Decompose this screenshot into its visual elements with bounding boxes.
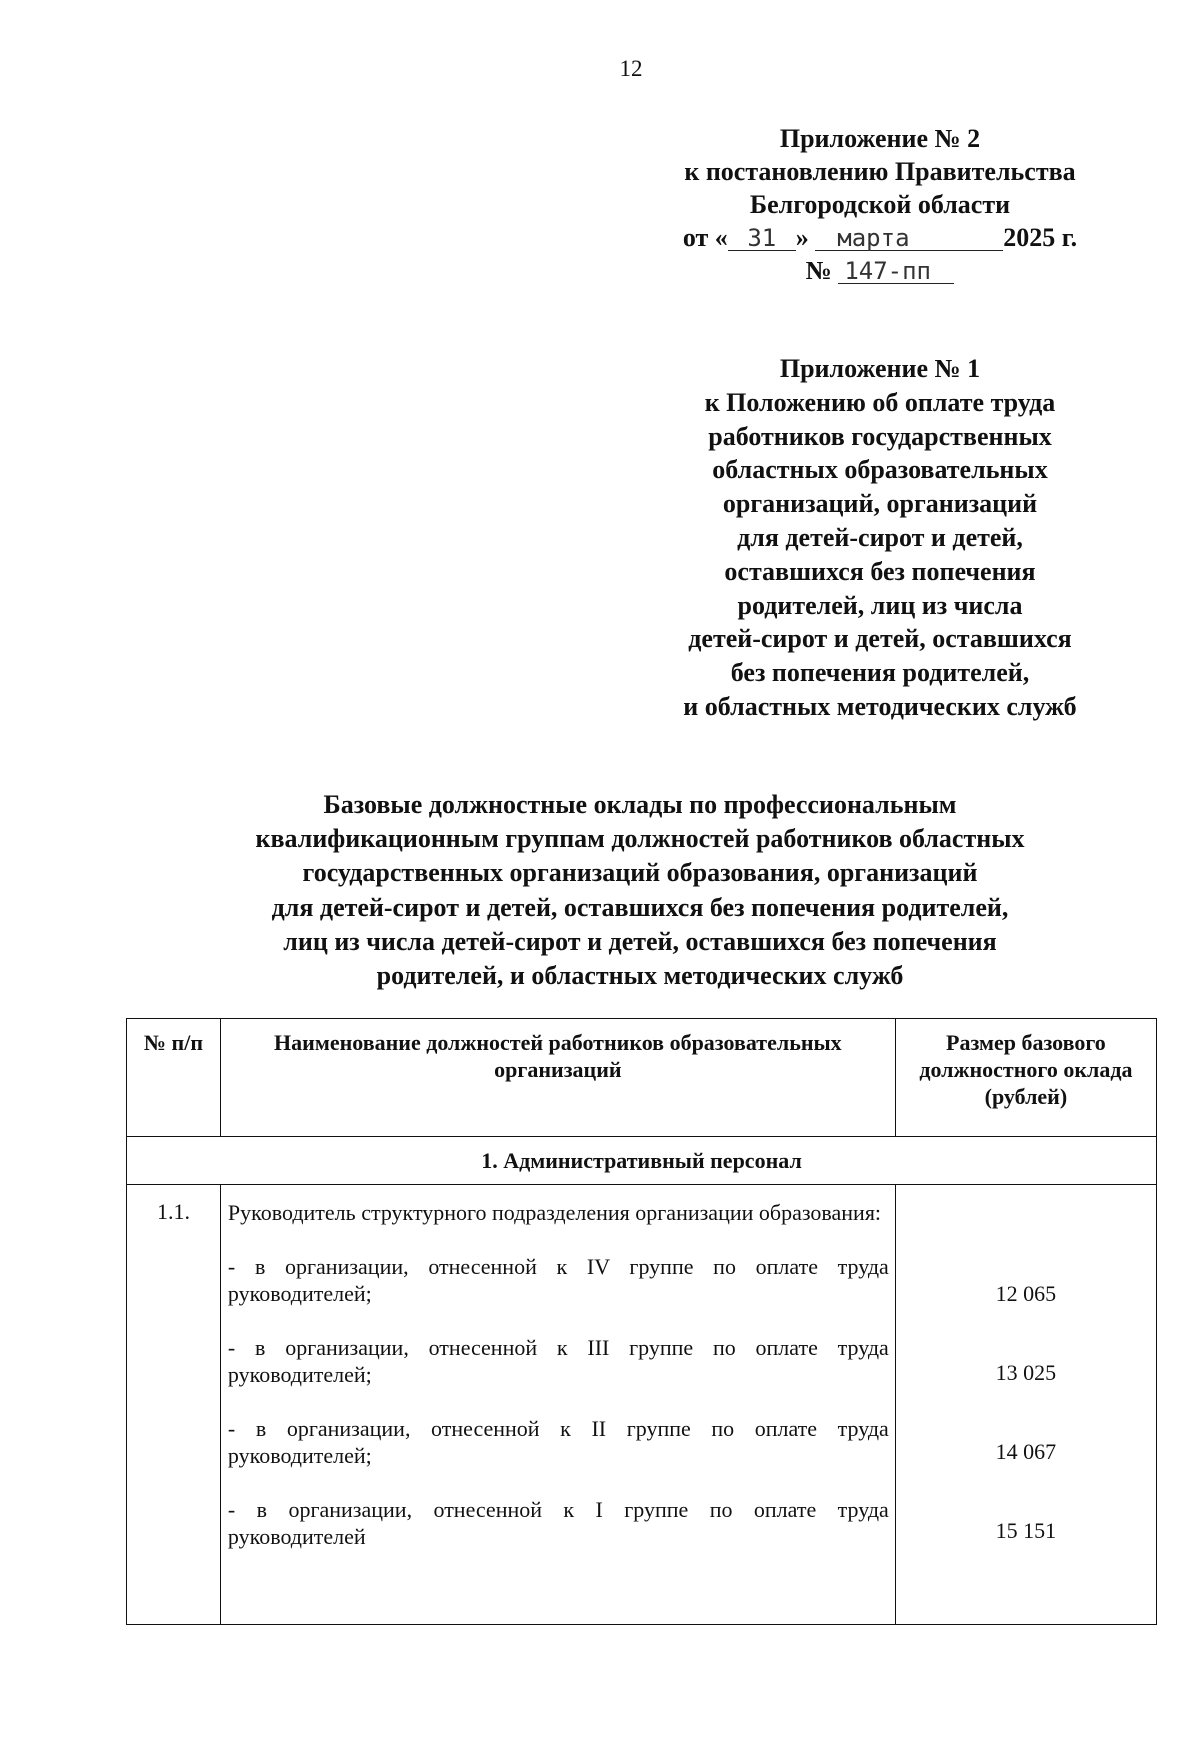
document-title-line: лиц из числа детей-сирот и детей, оставшихся без попечения — [283, 926, 997, 956]
appendix-2-number-line — [650, 254, 1110, 287]
section-title: 1. Административный персонал — [127, 1137, 1157, 1185]
date-mid: » — [795, 223, 809, 252]
date-prefix: от « — [682, 223, 728, 252]
position-item: - в организации, отнесенной к III группе по оплате труда руководителей; — [227, 1335, 889, 1387]
salary-amount: 14 067 — [995, 1439, 1057, 1464]
appendix-1-block — [640, 352, 1120, 724]
position-item: - в организации, отнесенной к IV группе по оплате труда руководителей; — [227, 1254, 889, 1306]
date-month: марта — [815, 226, 1003, 251]
appendix-1-line: к Положению об оплате труда — [704, 387, 1056, 417]
appendix-1-line: работников государственных — [708, 421, 1052, 451]
header-position-name: Наименование должностей работников образовательных организаций — [220, 1019, 895, 1137]
table-header-row — [127, 1019, 1157, 1137]
section-row — [127, 1137, 1157, 1185]
appendix-1-line: оставшихся без попечения — [724, 556, 1036, 586]
resolution-number: 147-пп — [838, 259, 954, 284]
header-salary-size: Размер базового должностного оклада (рублей) — [895, 1019, 1156, 1137]
header-number: № п/п — [127, 1019, 221, 1137]
appendix-1-line: для детей-сирот и детей, — [737, 522, 1023, 552]
appendix-1-line: и областных методических служб — [683, 691, 1077, 721]
row-salary-size — [895, 1185, 1156, 1625]
document-title-line: государственных организаций образования, организаций — [302, 858, 978, 888]
salary-table — [126, 1018, 1157, 1625]
salary-amount: 13 025 — [995, 1360, 1057, 1385]
number-prefix: № — [805, 256, 832, 285]
appendix-1-line: родителей, лиц из числа — [737, 590, 1023, 620]
position-heading: Руководитель структурного подразделения организации образования: — [227, 1200, 882, 1225]
document-title — [130, 788, 1150, 993]
row-number: 1.1. — [127, 1185, 221, 1625]
date-day: 31 — [728, 226, 796, 251]
appendix-2-line-3: Белгородской области — [749, 190, 1011, 219]
appendix-2-line-2: к постановлению Правительства — [684, 157, 1076, 186]
appendix-2-block — [650, 122, 1110, 287]
appendix-2-date-line — [650, 221, 1110, 254]
position-item: - в организации, отнесенной к II группе по оплате труда руководителей; — [227, 1416, 889, 1468]
appendix-1-line: областных образовательных — [712, 455, 1048, 485]
salary-amount: 12 065 — [995, 1281, 1057, 1306]
appendix-1-line: организаций, организаций — [722, 489, 1038, 519]
page-number: 12 — [619, 56, 643, 81]
date-year: 2025 г. — [1003, 223, 1078, 252]
table-row — [127, 1185, 1157, 1625]
salary-amount: 15 151 — [995, 1518, 1057, 1543]
appendix-1-line: без попечения родителей, — [730, 658, 1030, 688]
appendix-2-title: Приложение № 2 — [779, 124, 981, 153]
row-position-name — [220, 1185, 895, 1625]
appendix-1-line: Приложение № 1 — [779, 354, 981, 383]
document-title-line: родителей, и областных методических служб — [376, 961, 904, 991]
appendix-1-line: детей-сирот и детей, оставшихся — [688, 624, 1072, 654]
position-item: - в организации, отнесенной к I группе по оплате труда руководителей — [227, 1497, 889, 1549]
document-title-line: Базовые должностные оклады по профессиональным — [323, 790, 957, 819]
document-title-line: для детей-сирот и детей, оставшихся без попечения родителей, — [271, 892, 1009, 922]
document-title-line: квалификационным группам должностей работников областных — [255, 824, 1025, 854]
